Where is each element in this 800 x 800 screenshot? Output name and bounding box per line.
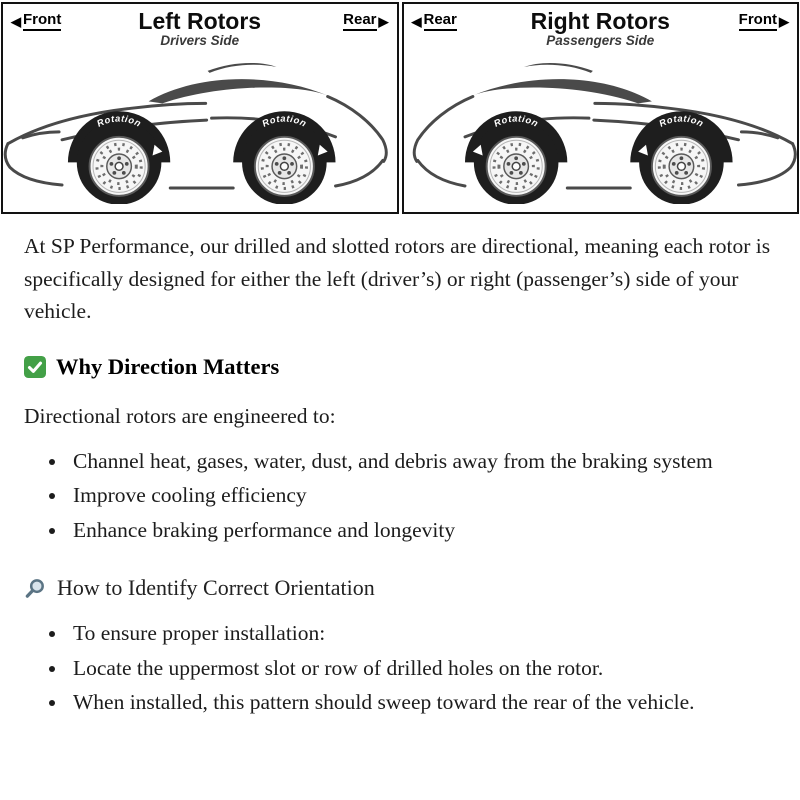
title-block (89, 9, 311, 48)
title-block (490, 9, 712, 48)
rotation-label-front: Rotation (95, 113, 144, 130)
intro-paragraph: At SP Performance, our drilled and slotted rotors are directional, meaning each rotor is specifically designed for either the left (driver’s) or right (passenger’s) side of your vehicle. (24, 234, 771, 324)
direction-text: Front (23, 11, 61, 31)
front-direction-label (11, 11, 89, 31)
list-item: • Improve cooling efficiency (68, 478, 768, 512)
right-arrow-icon: ▶ (378, 13, 389, 29)
rear-direction-label (311, 11, 389, 31)
rotation-label-front: Rotation (657, 113, 705, 130)
panel-subtitle: Passengers Side (546, 33, 655, 49)
heading-text: Why Direction Matters (56, 354, 280, 380)
section-heading-why-direction-matters (24, 354, 776, 380)
direction-text: Rear (424, 11, 457, 31)
magnifier-icon (24, 577, 47, 600)
diagram-panel-left-rotors (1, 2, 399, 214)
section-heading-identify-orientation (24, 575, 776, 601)
diagram-panel-right-rotors (402, 2, 800, 214)
list-item: • Channel heat, gases, water, dust, and debris away from the braking system (68, 444, 768, 478)
car-illustration-passengers-side (404, 48, 798, 204)
direction-benefits-list (68, 444, 768, 547)
panel-header (3, 4, 397, 48)
check-icon (24, 356, 46, 378)
rotation-label-rear: Rotation (260, 113, 309, 130)
panel-header (404, 4, 798, 48)
rotor-direction-diagram (0, 0, 800, 214)
list-item: • Enhance braking performance and longevity (68, 513, 768, 547)
right-arrow-icon: ▶ (779, 13, 789, 29)
left-arrow-icon: ◀ (11, 13, 21, 29)
list-item: • Locate the uppermost slot or row of drilled holes on the rotor. (68, 651, 768, 685)
list-item: • To ensure proper installation: (68, 616, 768, 650)
heading-text: How to Identify Correct Orientation (57, 575, 375, 601)
car-illustration-drivers-side (3, 48, 397, 204)
orientation-steps-list (68, 616, 768, 719)
direction-text: Rear (343, 11, 376, 31)
front-direction-label (711, 11, 789, 31)
article (0, 214, 800, 719)
panel-title: Right Rotors (530, 8, 670, 34)
panel-title: Left Rotors (138, 8, 262, 34)
panel-subtitle: Drivers Side (160, 33, 240, 49)
rear-direction-label (412, 11, 490, 31)
list-item: • When installed, this pattern should sweep toward the rear of the vehicle. (68, 685, 768, 719)
rotation-label-rear: Rotation (491, 113, 540, 130)
left-arrow-icon: ◀ (411, 13, 422, 29)
lead-paragraph: Directional rotors are engineered to: (24, 404, 336, 429)
direction-text: Front (739, 11, 777, 31)
